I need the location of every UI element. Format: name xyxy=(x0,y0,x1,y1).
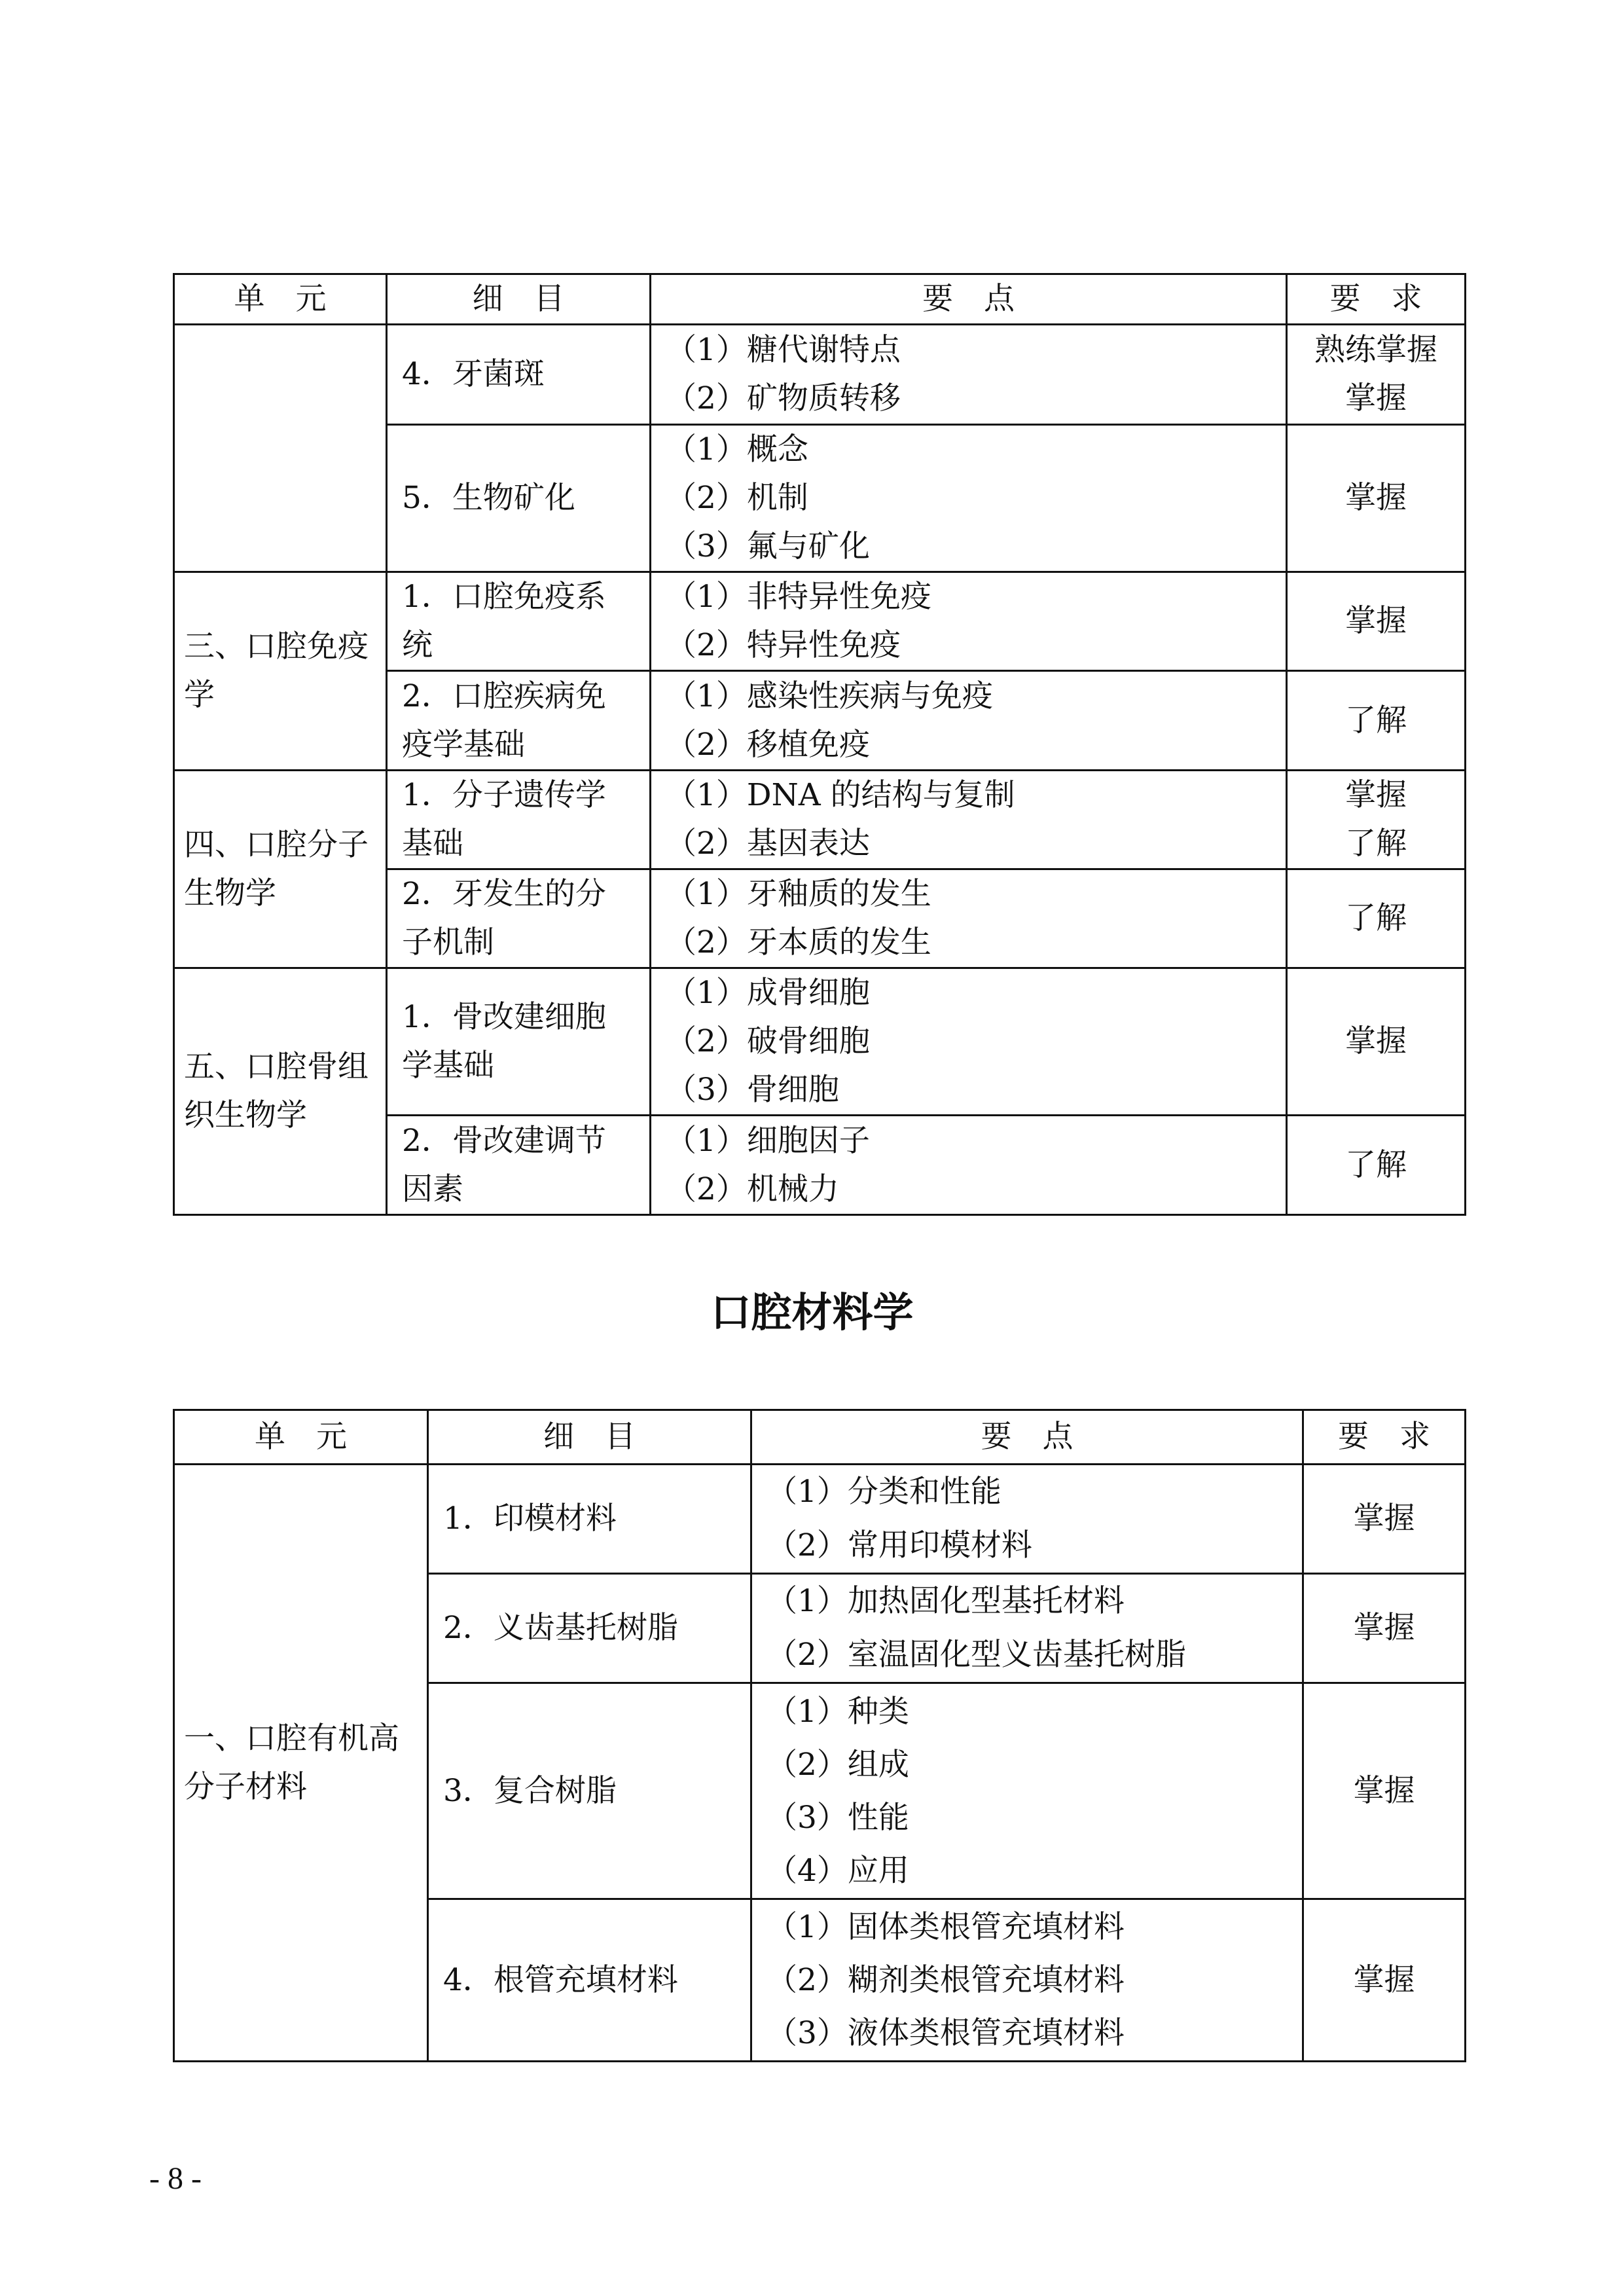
requirement-cell xyxy=(1287,968,1466,1116)
table-row xyxy=(174,771,1466,869)
point: （2）基因表达 xyxy=(666,826,870,862)
item-cell: 1．分子遗传学基础 xyxy=(387,771,651,869)
requirement: 掌握 xyxy=(1345,777,1407,813)
point: （1）分类和性能 xyxy=(767,1474,1001,1510)
requirement-cell xyxy=(1303,1574,1466,1683)
point: （2）糊剂类根管充填材料 xyxy=(767,1962,1125,1998)
points-cell xyxy=(651,771,1287,869)
requirement-cell xyxy=(1303,1899,1466,2062)
section-title: 口腔材料学 xyxy=(710,1288,914,1336)
point: （2）室温固化型义齿基托树脂 xyxy=(767,1637,1186,1673)
table-header-row xyxy=(174,1410,1466,1465)
table-row xyxy=(174,1465,1466,1574)
requirement: 熟练掌握 xyxy=(1314,332,1437,368)
unit-cell: 一、口腔有机高分子材料 xyxy=(174,1465,428,2062)
header-item: 细 目 xyxy=(387,274,651,325)
point: （2）机制 xyxy=(666,480,808,516)
requirement-cell xyxy=(1287,572,1466,671)
points-cell xyxy=(651,869,1287,968)
requirement: 了解 xyxy=(1345,702,1407,738)
unit-cell: 五、口腔骨组织生物学 xyxy=(174,968,387,1215)
point: （4）应用 xyxy=(767,1852,909,1889)
points-cell xyxy=(651,325,1287,425)
point: （3）骨细胞 xyxy=(666,1072,839,1108)
points-cell xyxy=(651,572,1287,671)
points-cell xyxy=(651,968,1287,1116)
points-cell xyxy=(751,1465,1303,1574)
requirement: 掌握 xyxy=(1345,380,1407,416)
point: （2）破骨细胞 xyxy=(666,1023,870,1059)
item-cell: 4．根管充填材料 xyxy=(428,1899,751,2062)
requirement: 掌握 xyxy=(1345,1023,1407,1059)
header-item: 细 目 xyxy=(428,1410,751,1465)
header-points: 要 点 xyxy=(751,1410,1303,1465)
requirement-cell xyxy=(1287,671,1466,771)
requirement-cell xyxy=(1287,425,1466,572)
page-number: - 8 - xyxy=(149,2161,202,2196)
requirement: 掌握 xyxy=(1345,603,1407,639)
item-cell: 2．骨改建调节因素 xyxy=(387,1116,651,1215)
item-cell: 5．生物矿化 xyxy=(387,425,651,572)
point: （1）非特异性免疫 xyxy=(666,579,931,615)
requirement: 掌握 xyxy=(1353,1772,1415,1809)
requirement: 了解 xyxy=(1345,900,1407,936)
header-unit: 单 元 xyxy=(174,1410,428,1465)
requirement: 掌握 xyxy=(1353,1501,1415,1537)
item-cell: 3．复合树脂 xyxy=(428,1683,751,1899)
points-cell xyxy=(751,1683,1303,1899)
requirement: 掌握 xyxy=(1345,480,1407,516)
point: （1）加热固化型基托材料 xyxy=(767,1583,1125,1619)
item-cell: 2．义齿基托树脂 xyxy=(428,1574,751,1683)
point: （3）性能 xyxy=(767,1799,909,1836)
requirement: 了解 xyxy=(1345,1146,1407,1183)
point: （2）特异性免疫 xyxy=(666,627,901,663)
requirement-cell xyxy=(1287,1116,1466,1215)
point: （1）牙釉质的发生 xyxy=(666,876,931,912)
syllabus-table-continued xyxy=(173,273,1466,1216)
requirement-cell xyxy=(1287,771,1466,869)
point: （1）糖代谢特点 xyxy=(666,332,901,368)
requirement-cell xyxy=(1303,1683,1466,1899)
header-requirement: 要 求 xyxy=(1303,1410,1466,1465)
table-row xyxy=(174,968,1466,1116)
point: （2）机械力 xyxy=(666,1171,839,1207)
point: （3）液体类根管充填材料 xyxy=(767,2015,1125,2051)
table-row xyxy=(174,325,1466,425)
point: （1）种类 xyxy=(767,1693,909,1730)
item-cell: 1．口腔免疫系统 xyxy=(387,572,651,671)
point: （2）组成 xyxy=(767,1746,909,1783)
requirement-cell xyxy=(1287,869,1466,968)
unit-cell: 四、口腔分子生物学 xyxy=(174,771,387,968)
unit-cell: 三、口腔免疫学 xyxy=(174,572,387,771)
points-cell xyxy=(651,671,1287,771)
table-header-row xyxy=(174,274,1466,325)
points-cell xyxy=(651,1116,1287,1215)
requirement: 了解 xyxy=(1345,826,1407,862)
table-row xyxy=(174,572,1466,671)
point: （1）感染性疾病与免疫 xyxy=(666,678,993,714)
item-cell: 1．印模材料 xyxy=(428,1465,751,1574)
header-requirement: 要 求 xyxy=(1287,274,1466,325)
requirement: 掌握 xyxy=(1353,1961,1415,1998)
header-points: 要 点 xyxy=(651,274,1287,325)
item-cell: 4．牙菌斑 xyxy=(387,325,651,425)
requirement: 掌握 xyxy=(1353,1610,1415,1646)
point: （2）常用印模材料 xyxy=(767,1527,1032,1563)
header-unit: 单 元 xyxy=(174,274,387,325)
point: （2）矿物质转移 xyxy=(666,380,901,416)
point: （2）移植免疫 xyxy=(666,726,870,763)
points-cell xyxy=(651,425,1287,572)
points-cell xyxy=(751,1574,1303,1683)
point: （1）固体类根管充填材料 xyxy=(767,1909,1125,1945)
item-cell: 2．口腔疾病免疫学基础 xyxy=(387,671,651,771)
point: （3）氟与矿化 xyxy=(666,528,870,564)
points-cell xyxy=(751,1899,1303,2062)
requirement-cell xyxy=(1303,1465,1466,1574)
point: （1）成骨细胞 xyxy=(666,975,870,1011)
point: （2）牙本质的发生 xyxy=(666,924,931,960)
item-cell: 2．牙发生的分子机制 xyxy=(387,869,651,968)
unit-cell xyxy=(174,325,387,572)
requirement-cell xyxy=(1287,325,1466,425)
syllabus-table-dental-materials xyxy=(173,1409,1466,2062)
point: （1）概念 xyxy=(666,431,808,467)
point: （1）DNA 的结构与复制 xyxy=(666,777,1015,813)
point: （1）细胞因子 xyxy=(666,1122,870,1159)
item-cell: 1．骨改建细胞学基础 xyxy=(387,968,651,1116)
